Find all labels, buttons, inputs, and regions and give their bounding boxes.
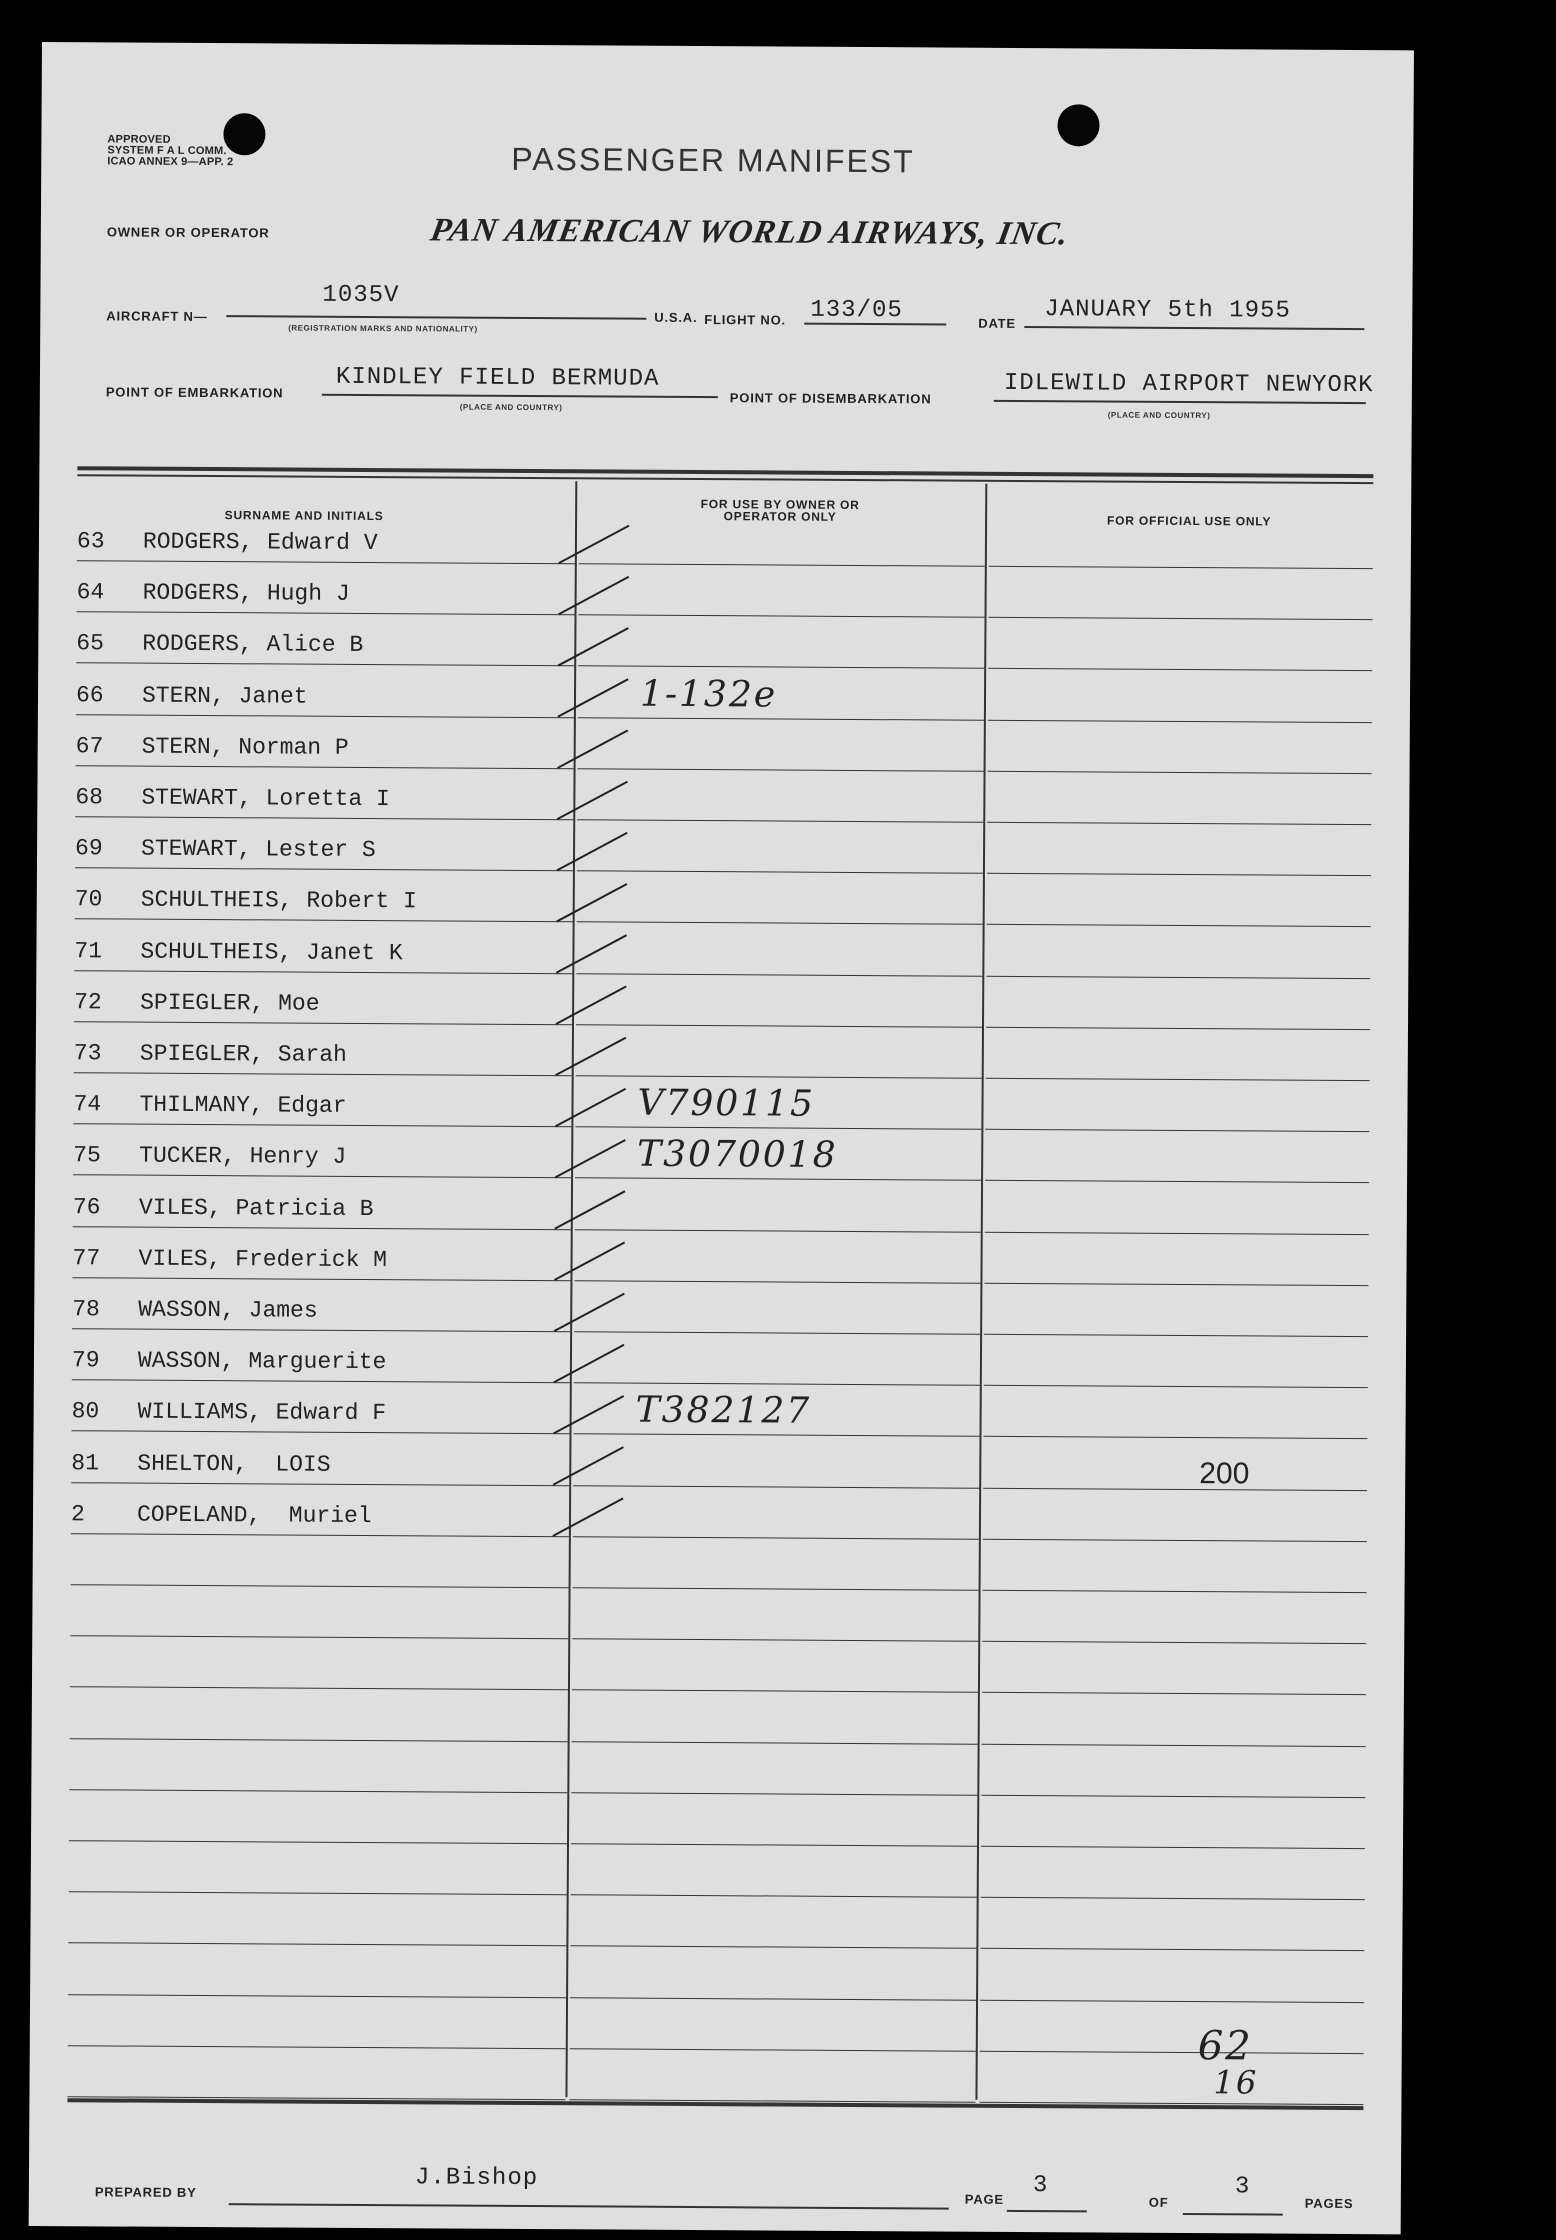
- total-top: 62: [1197, 2023, 1253, 2070]
- owner-note: T3070018: [637, 1134, 838, 1177]
- official-value: 200: [1199, 1456, 1250, 1490]
- passenger-number: 81: [71, 1449, 100, 1476]
- passenger-name: SHELTON, LOIS: [137, 1450, 331, 1478]
- passenger-number: 70: [74, 886, 103, 913]
- disembarkation-value: IDLEWILD AIRPORT NEWYORK: [1003, 369, 1374, 400]
- check-mark: [557, 781, 627, 819]
- check-mark: [559, 576, 629, 614]
- page-label: PAGE: [964, 2191, 1004, 2207]
- passenger-name: RODGERS, Hugh J: [142, 579, 350, 608]
- check-mark: [555, 1191, 625, 1229]
- passenger-number: 77: [72, 1245, 101, 1272]
- disembarkation-label: POINT OF DISEMBARKATION: [729, 390, 932, 407]
- total-bottom: 16: [1213, 2063, 1259, 2102]
- passenger-name: RODGERS, Alice B: [142, 631, 364, 659]
- passenger-name: VILES, Patricia B: [138, 1194, 374, 1222]
- check-mark: [555, 1140, 625, 1178]
- passenger-name: SPIEGLER, Moe: [140, 989, 320, 1017]
- passenger-name: WASSON, Marguerite: [137, 1347, 387, 1376]
- passenger-name: STEWART, Lester S: [140, 835, 376, 864]
- flight-value: 133/05: [810, 296, 903, 325]
- passenger-name: WASSON, James: [138, 1296, 318, 1324]
- passenger-number: 76: [72, 1193, 101, 1220]
- passenger-number: 72: [74, 989, 102, 1016]
- passenger-number: 69: [74, 835, 103, 862]
- passenger-number: 66: [75, 681, 104, 708]
- pages-label: PAGES: [1304, 2195, 1354, 2212]
- passenger-name: THILMANY, Edgar: [139, 1091, 347, 1120]
- passenger-name: SPIEGLER, Sarah: [139, 1040, 347, 1068]
- aircraft-label: AIRCRAFT N—: [106, 308, 208, 325]
- of-label: OF: [1148, 2194, 1169, 2210]
- flight-label: FLIGHT NO.: [704, 312, 787, 328]
- check-marks: [29, 42, 1414, 2234]
- passenger-number: 67: [75, 733, 104, 760]
- date-value: JANUARY 5th 1955: [1044, 296, 1291, 325]
- passenger-name: TUCKER, Henry J: [139, 1143, 347, 1171]
- check-mark: [558, 679, 628, 717]
- approval-line: APPROVED: [107, 133, 171, 146]
- passenger-name: VILES, Frederick M: [138, 1245, 388, 1273]
- passenger-number: 2: [70, 1501, 85, 1528]
- owner-label: OWNER OR OPERATOR: [106, 224, 270, 241]
- passenger-name: COPELAND, Muriel: [136, 1501, 372, 1529]
- passenger-number: 71: [74, 937, 103, 964]
- owner-use-column-header: FOR USE BY OWNER OR OPERATOR ONLY: [700, 497, 860, 524]
- passenger-name: WILLIAMS, Edward F: [137, 1399, 387, 1427]
- passenger-name: SCHULTHEIS, Janet K: [140, 938, 403, 966]
- check-mark: [558, 628, 628, 666]
- check-mark: [555, 1088, 625, 1126]
- passenger-number: 64: [76, 579, 105, 606]
- check-mark: [554, 1293, 624, 1331]
- passenger-name: STEWART, Loretta I: [141, 784, 390, 813]
- check-mark: [553, 1498, 623, 1536]
- check-mark: [559, 525, 629, 563]
- check-mark: [558, 730, 628, 768]
- approval-line: SYSTEM F A L COMM.: [107, 144, 227, 158]
- passenger-number: 68: [75, 784, 104, 811]
- date-label: DATE: [978, 315, 1016, 331]
- passenger-name: STERN, Janet: [141, 682, 308, 710]
- check-mark: [554, 1344, 624, 1382]
- aircraft-value: 1035V: [322, 281, 400, 310]
- passenger-number: 78: [72, 1296, 100, 1323]
- passenger-name: STERN, Norman P: [141, 733, 349, 761]
- passenger-number: 80: [71, 1398, 100, 1425]
- embarkation-label: POINT OF EMBARKATION: [105, 384, 284, 401]
- check-mark: [557, 884, 627, 922]
- approval-line: ICAO ANNEX 9—APP. 2: [107, 155, 234, 169]
- usa-label: U.S.A.: [654, 309, 698, 326]
- check-mark: [556, 935, 626, 973]
- owner-note: V790115: [637, 1082, 816, 1125]
- prepared-value: J.Bishop: [414, 2164, 539, 2193]
- embarkation-sublabel: (PLACE AND COUNTRY): [459, 402, 563, 413]
- page-title: PASSENGER MANIFEST: [511, 140, 915, 180]
- aircraft-sublabel: (REGISTRATION MARKS AND NATIONALITY): [288, 323, 478, 334]
- official-use-column-header: FOR OFFICIAL USE ONLY: [1106, 513, 1272, 529]
- passenger-name: SCHULTHEIS, Robert I: [140, 887, 417, 915]
- passenger-number: 75: [73, 1142, 101, 1169]
- check-mark: [554, 1396, 624, 1434]
- of-value: 3: [1234, 2173, 1251, 2201]
- manifest-sheet: [29, 42, 1414, 2234]
- check-mark: [556, 986, 626, 1024]
- check-mark: [553, 1447, 623, 1485]
- disembarkation-sublabel: (PLACE AND COUNTRY): [1107, 410, 1211, 421]
- passenger-number: 79: [71, 1347, 100, 1374]
- prepared-label: PREPARED BY: [94, 2184, 197, 2200]
- owner-value: PAN AMERICAN WORLD AIRWAYS, INC.: [427, 212, 1073, 253]
- surname-column-header: SURNAME AND INITIALS: [224, 508, 384, 524]
- passenger-number: 73: [73, 1040, 102, 1067]
- passenger-name: RODGERS, Edward V: [142, 528, 378, 557]
- check-mark: [557, 832, 627, 870]
- page-value: 3: [1032, 2172, 1049, 2200]
- passenger-number: 65: [76, 630, 105, 657]
- embarkation-value: KINDLEY FIELD BERMUDA: [335, 363, 660, 393]
- passenger-number: 74: [73, 1091, 102, 1118]
- owner-note: 1-132e: [639, 673, 778, 716]
- passenger-number: 63: [76, 528, 105, 555]
- owner-note: T382127: [635, 1390, 812, 1433]
- check-mark: [556, 1037, 626, 1075]
- check-mark: [554, 1242, 624, 1280]
